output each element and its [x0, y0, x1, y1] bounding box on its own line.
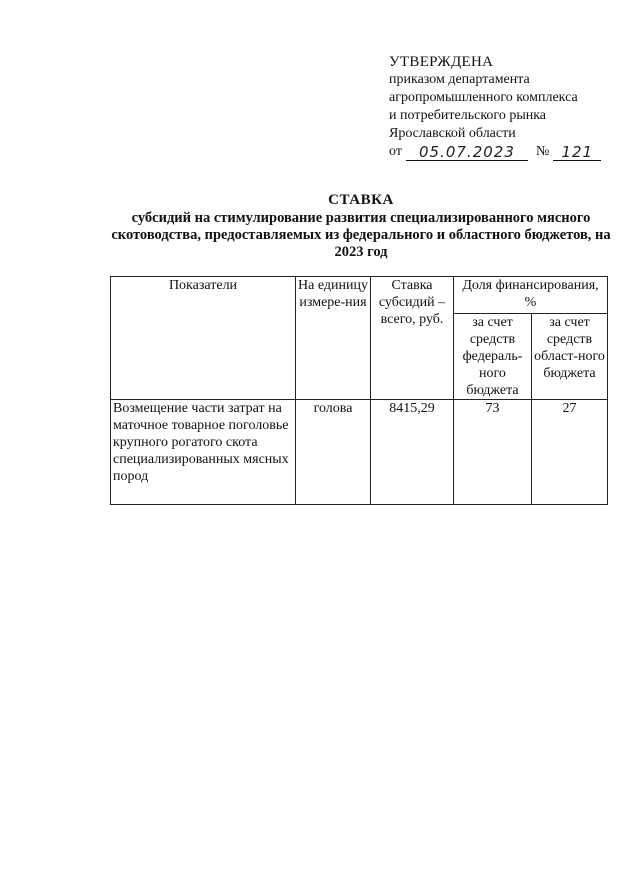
title-main: СТАВКА: [328, 192, 394, 208]
header-regional-budget: за счет средств област-ного бюджета: [532, 314, 608, 400]
number-sign: №: [535, 144, 550, 159]
approval-line-1: приказом департамента: [389, 72, 530, 87]
approval-heading: УТВЕРЖДЕНА: [389, 54, 494, 70]
handwritten-date: 05.07.2023: [406, 144, 528, 161]
approval-line-3: и потребительского рынка: [389, 108, 547, 123]
cell-unit: голова: [296, 400, 371, 505]
date-prefix: от: [389, 144, 402, 159]
title-subtitle: субсидий на стимулирование развития специализированного мясного скотоводства, предоставляемых из федерального и областного бюджетов, на 2023 год: [111, 210, 611, 260]
cell-indicator: Возмещение части затрат на маточное товарное поголовье крупного рогатого скота специализированных мясных пород: [111, 400, 296, 505]
header-indicators: Показатели: [111, 277, 296, 400]
cell-federal-share: 73: [454, 400, 532, 505]
header-rate: Ставка субсидий – всего, руб.: [371, 277, 454, 400]
subsidy-rates-table: [110, 276, 608, 505]
header-financing-share: Доля финансирования, %: [454, 277, 608, 314]
cell-rate: 8415,29: [371, 400, 454, 505]
document-title: [96, 192, 626, 261]
handwritten-order-number: 121: [553, 144, 601, 161]
approval-line-2: агропромышленного комплекса: [389, 90, 578, 105]
table-row: [111, 400, 608, 505]
approval-date-number-row: [389, 143, 619, 161]
header-unit: На единицу измере-ния: [296, 277, 371, 400]
approval-line-4: Ярославской области: [389, 126, 516, 141]
approval-stamp: [389, 53, 619, 161]
cell-regional-share: 27: [532, 400, 608, 505]
header-federal-budget: за счет средств федераль-ного бюджета: [454, 314, 532, 400]
header-row-1: [111, 277, 608, 314]
